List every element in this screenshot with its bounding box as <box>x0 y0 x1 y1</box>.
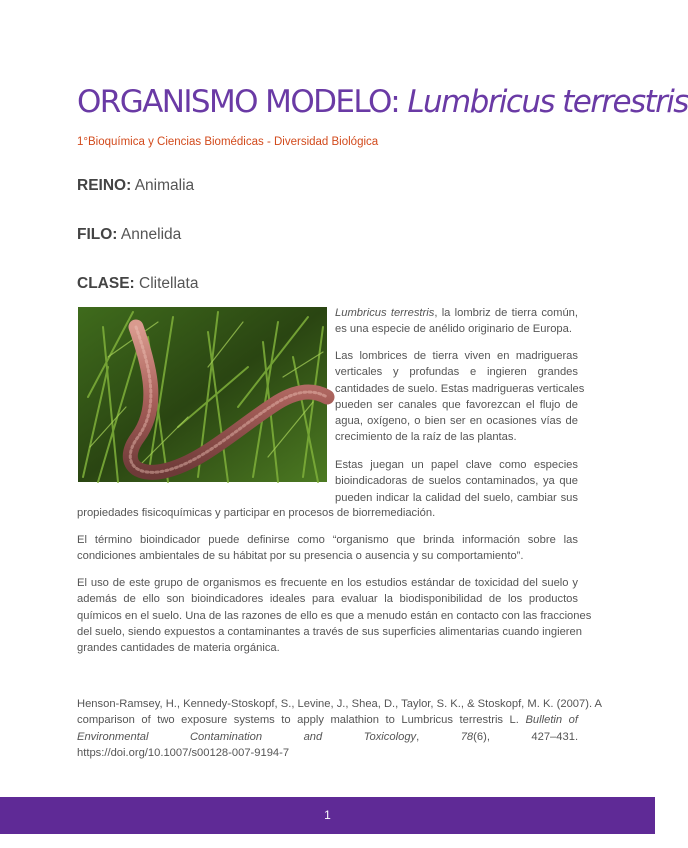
reference-line-1: Henson-Ramsey, H., Kennedy-Stoskopf, S., Levine, J., Shea, D., Taylor, S. K., & Stoskopf, M. K. (2007). A <box>77 698 603 710</box>
title-prefix: ORGANISMO MODELO: <box>77 84 400 120</box>
burrows-line-5: agua, oxígeno, o bien ser en ocasiones vías de <box>335 415 578 428</box>
reference-journal-a: Bulletin of <box>525 714 578 727</box>
filo-label: FILO: <box>77 226 118 243</box>
definition-line-2: condiciones ambientales de su hábitat por su presencia o ausencia y su comportamiento”. <box>77 550 524 563</box>
reference-pages: 427–431. <box>531 730 579 743</box>
role-line-3: pueden indicar la calidad del suelo, cambiar sus <box>335 491 578 504</box>
paragraph-definition <box>77 532 578 565</box>
burrows-line-6: crecimiento de la raíz de las plantas. <box>335 431 517 444</box>
species-italic: Lumbricus terrestris <box>335 307 435 319</box>
toxicity-line-3: químicos en el suelo. Una de las razones de ello es que a menudo están en contacto con las fracciones <box>77 609 592 622</box>
course-subtitle: 1°Bioquímica y Ciencias Biomédicas - Diversidad Biológica <box>77 136 379 148</box>
paragraph-intro <box>335 305 578 338</box>
reference-journal-b4: Toxicology <box>363 730 417 743</box>
role-line-1: Estas juegan un papel clave como especies <box>335 459 578 471</box>
toxicity-line-2: además de ello son bioindicadores ideales para evaluar la biodisponibilidad de los productos <box>77 593 578 606</box>
reino-value: Animalia <box>134 177 195 194</box>
page-number: 1 <box>324 808 331 822</box>
reference-journal-b1: Environmental <box>77 730 149 743</box>
earthworm-photo <box>78 307 327 482</box>
burrows-line-3: cantidades de suelo. Estas madrigueras verticales <box>335 382 585 395</box>
paragraph-bioindicator-role-cont <box>77 505 578 521</box>
bibliographic-reference <box>77 696 603 761</box>
reference-line-2: comparison of two exposure systems to apply malathion to Lumbricus terrestris L. <box>77 714 519 727</box>
taxonomy-clase <box>77 274 477 294</box>
filo-value: Annelida <box>120 226 182 243</box>
paragraph-bioindicator-role <box>335 457 578 506</box>
page-footer <box>0 797 655 834</box>
earthworm-image <box>78 307 327 482</box>
paragraph-toxicity <box>77 575 592 656</box>
page-title <box>77 80 688 124</box>
taxonomy-filo <box>77 225 477 245</box>
burrows-line-4: pueden ser canales que favorezcan el flujo de <box>335 398 578 411</box>
definition-line-1: El término bioindicador puede definirse como “organismo que brinda información sobre las <box>77 534 578 546</box>
role-line-2: bioindicadoras de suelos contaminados, ya que <box>335 475 578 488</box>
reference-journal-b3: and <box>303 730 323 743</box>
burrows-line-1: Las lombrices de tierra viven en madrigueras <box>335 350 578 362</box>
clase-label: CLASE: <box>77 275 135 292</box>
toxicity-line-1: El uso de este grupo de organismos es frecuente en los estudios estándar de toxicidad del suelo y <box>77 577 578 589</box>
clase-value: Clitellata <box>139 275 199 292</box>
taxonomy-reino <box>77 176 477 196</box>
burrows-line-2: verticales y profundas e ingieren grandes <box>335 366 578 379</box>
role-line-4: propiedades fisicoquímicas y participar en procesos de biorremediación. <box>77 507 436 519</box>
title-species: Lumbricus terrestris <box>407 84 688 120</box>
reino-label: REINO: <box>77 177 132 194</box>
reference-journal-b2: Contamination <box>189 730 263 743</box>
paragraph-burrows <box>335 348 585 446</box>
reference-comma: , <box>416 730 420 743</box>
toxicity-line-4: del suelo, siendo expuestos a contaminantes a través de sus superficies alimentarias cuando ingieren <box>77 625 582 638</box>
toxicity-line-5: grandes cantidades de materia orgánica. <box>77 642 280 655</box>
reference-issue: (6), <box>473 730 490 743</box>
intro-line-2: es una especie de anélido originario de Europa. <box>335 323 572 336</box>
reference-volume: 78 <box>460 730 474 743</box>
reference-doi: https://doi.org/10.1007/s00128-007-9194-7 <box>77 746 290 759</box>
intro-line-1: , la lombriz de tierra común, <box>434 307 579 319</box>
